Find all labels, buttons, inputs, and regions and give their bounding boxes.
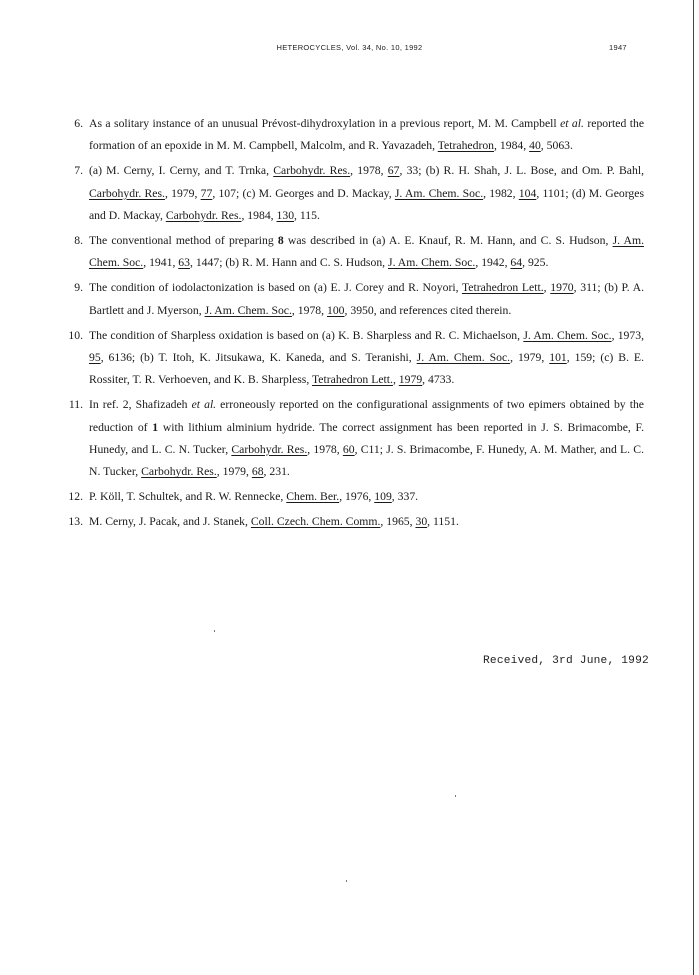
reference-text: The condition of Sharpless oxidation is based on (a) K. B. Sharpless and R. C. Michaelson, <box>89 328 524 342</box>
reference-number: 6. <box>74 117 83 130</box>
reference-text: P. Köll, T. Schultek, and R. W. Rennecke, <box>89 490 287 504</box>
citation-underlined: Carbohydr. Res. <box>231 442 308 456</box>
reference-text: , 1151. <box>427 515 459 529</box>
reference-text: , 231. <box>263 465 290 479</box>
italic-text: et al. <box>191 398 217 412</box>
reference-text: , 311; (b) P. A. Bartlett and J. Myerson, <box>89 281 645 317</box>
reference-number: 11. <box>68 398 83 412</box>
citation-underlined: Carbohydr. Res. <box>89 186 165 200</box>
citation-underlined: J. Am. Chem. Soc. <box>89 234 644 270</box>
journal-title: HETEROCYCLES, Vol. 34, No. 10, 1992 <box>276 43 423 52</box>
citation-underlined: J. Am. Chem. Soc. <box>416 351 511 365</box>
compound-number: 1 <box>152 420 159 434</box>
citation-underlined: J. Am. Chem. Soc. <box>204 303 292 317</box>
reference-number: 10. <box>68 328 83 342</box>
reference-text: , <box>392 373 399 387</box>
scan-speck <box>455 795 456 797</box>
citation-underlined: 130 <box>276 208 295 222</box>
reference-text: The condition of iodolactonization is based on (a) E. J. Corey and R. Noyori, <box>89 281 462 295</box>
citation-underlined: 40 <box>529 139 541 153</box>
citation-underlined: 100 <box>326 303 345 317</box>
reference-text: , 1984, <box>494 139 530 153</box>
citation-underlined: 104 <box>518 186 537 200</box>
reference-text: , 1973, <box>611 328 645 342</box>
reference-text: was described in (a) A. E. Knauf, R. M. Hann, and C. S. Hudson, <box>283 234 613 248</box>
reference-text: erroneously reported on the configurational assignments of two epimers obtained by the reduction of <box>89 398 644 434</box>
reference-number: 7. <box>74 164 83 178</box>
reference-text: , 337. <box>391 490 419 504</box>
citation-underlined: Tetrahedron Lett. <box>461 281 544 295</box>
citation-underlined: J. Am. Chem. Soc. <box>394 186 484 200</box>
reference-item <box>54 486 644 508</box>
compound-number: 8 <box>277 234 284 248</box>
reference-text: , 1941, <box>143 256 179 270</box>
citation-underlined: 109 <box>374 490 392 504</box>
reference-text: , 5063. <box>540 139 573 153</box>
reference-text: , 1979, <box>164 186 201 200</box>
scan-speck <box>346 880 347 882</box>
citation-underlined: 68 <box>251 465 264 479</box>
citation-underlined: 95 <box>89 351 101 365</box>
reference-text: , 925. <box>522 256 549 270</box>
citation-underlined: Carbohydr. Res. <box>165 208 242 222</box>
reference-number: 9. <box>74 281 83 295</box>
reference-item <box>54 394 644 483</box>
citation-underlined: J. Am. Chem. Soc. <box>523 328 612 342</box>
citation-underlined: 30 <box>415 515 428 529</box>
citation-underlined: 60 <box>342 442 355 456</box>
reference-list <box>54 113 644 534</box>
reference-item <box>54 160 644 227</box>
citation-underlined: Coll. Czech. Chem. Comm. <box>250 515 381 529</box>
reference-item <box>54 277 644 321</box>
reference-item <box>54 230 644 274</box>
citation-underlined: Tetrahedron <box>437 139 495 153</box>
reference-number: 12. <box>68 490 83 504</box>
page-number: 1947 <box>609 43 627 52</box>
reference-text: , 6136; (b) T. Itoh, K. Jitsukawa, K. Kaneda, and S. Teranishi, <box>100 351 417 365</box>
reference-text: , <box>543 281 551 295</box>
reference-text: (a) M. Cerny, I. Cerny, and T. Trnka, <box>89 164 274 178</box>
reference-text: , C11; J. S. Brimacombe, F. Hunedy, A. M. Mather, and L. C. N. Tucker, <box>89 442 645 479</box>
reference-item <box>54 511 644 533</box>
reference-text: , 1979, <box>510 351 550 365</box>
reference-item <box>54 113 644 157</box>
reference-item <box>54 325 644 392</box>
reference-text: reported the formation of an epoxide in M. M. Campbell, Malcolm, and R. Yavazadeh, <box>89 117 645 153</box>
citation-underlined: Carbohydr. Res. <box>141 465 217 479</box>
reference-text: , 1984, <box>241 208 277 222</box>
citation-underlined: 1970 <box>550 281 574 295</box>
citation-underlined: 1979 <box>398 373 423 387</box>
scan-speck <box>214 630 215 632</box>
citation-underlined: 77 <box>200 186 213 200</box>
reference-text: In ref. 2, Shafizadeh <box>89 398 192 412</box>
citation-underlined: J. Am. Chem. Soc. <box>388 256 476 270</box>
reference-text: , 1982, <box>483 186 519 200</box>
italic-text: et al. <box>560 117 584 130</box>
reference-text: , 1101; (d) M. Georges and D. Mackay, <box>89 186 645 222</box>
reference-text: , 107; (c) M. Georges and D. Mackay, <box>212 186 395 200</box>
reference-text: The conventional method of preparing <box>89 234 278 248</box>
reference-text: M. Cerny, J. Pacak, and J. Stanek, <box>89 515 251 529</box>
citation-underlined: 63 <box>178 256 190 270</box>
reference-text: , 1447; (b) R. M. Hann and C. S. Hudson, <box>189 256 389 270</box>
reference-text: , 1979, <box>216 465 252 479</box>
reference-text: , 1978, <box>291 303 327 317</box>
reference-text: with lithium alminium hydride. The correct assignment has been reported in J. S. Brimacombe, F. Hunedy, and L. C. N. Tucker, <box>89 420 645 456</box>
citation-underlined: Tetrahedron Lett. <box>311 373 393 387</box>
citation-underlined: 101 <box>549 351 567 365</box>
reference-text: , 1978, <box>350 164 388 178</box>
citation-underlined: 67 <box>387 164 400 178</box>
running-header <box>0 43 699 57</box>
reference-text: , 3950, and references cited therein. <box>344 303 512 317</box>
received-date: Received, 3rd June, 1992 <box>483 655 649 667</box>
reference-text: , 159; (c) B. E. Rossiter, T. R. Verhoeven, and K. B. Sharpless, <box>89 351 644 387</box>
reference-text: , 4733. <box>422 373 455 387</box>
reference-text: , 1942, <box>475 256 511 270</box>
reference-text: , 115. <box>294 208 320 222</box>
reference-text: , 1965, <box>380 515 416 529</box>
reference-number: 8. <box>74 234 83 248</box>
citation-underlined: 64 <box>510 256 523 270</box>
reference-text: , 33; (b) R. H. Shah, J. L. Bose, and Om. P. Bahl, <box>399 164 644 178</box>
reference-text: , 1976, <box>339 490 375 504</box>
reference-number: 13. <box>68 515 83 529</box>
scan-edge-line <box>693 0 694 975</box>
reference-text: As a solitary instance of an unusual Prévost-dihydroxylation in a previous report, M. M. Campbell <box>89 117 561 130</box>
citation-underlined: Chem. Ber. <box>286 490 340 504</box>
reference-text: , 1978, <box>307 442 343 456</box>
citation-underlined: Carbohydr. Res. <box>273 164 351 178</box>
